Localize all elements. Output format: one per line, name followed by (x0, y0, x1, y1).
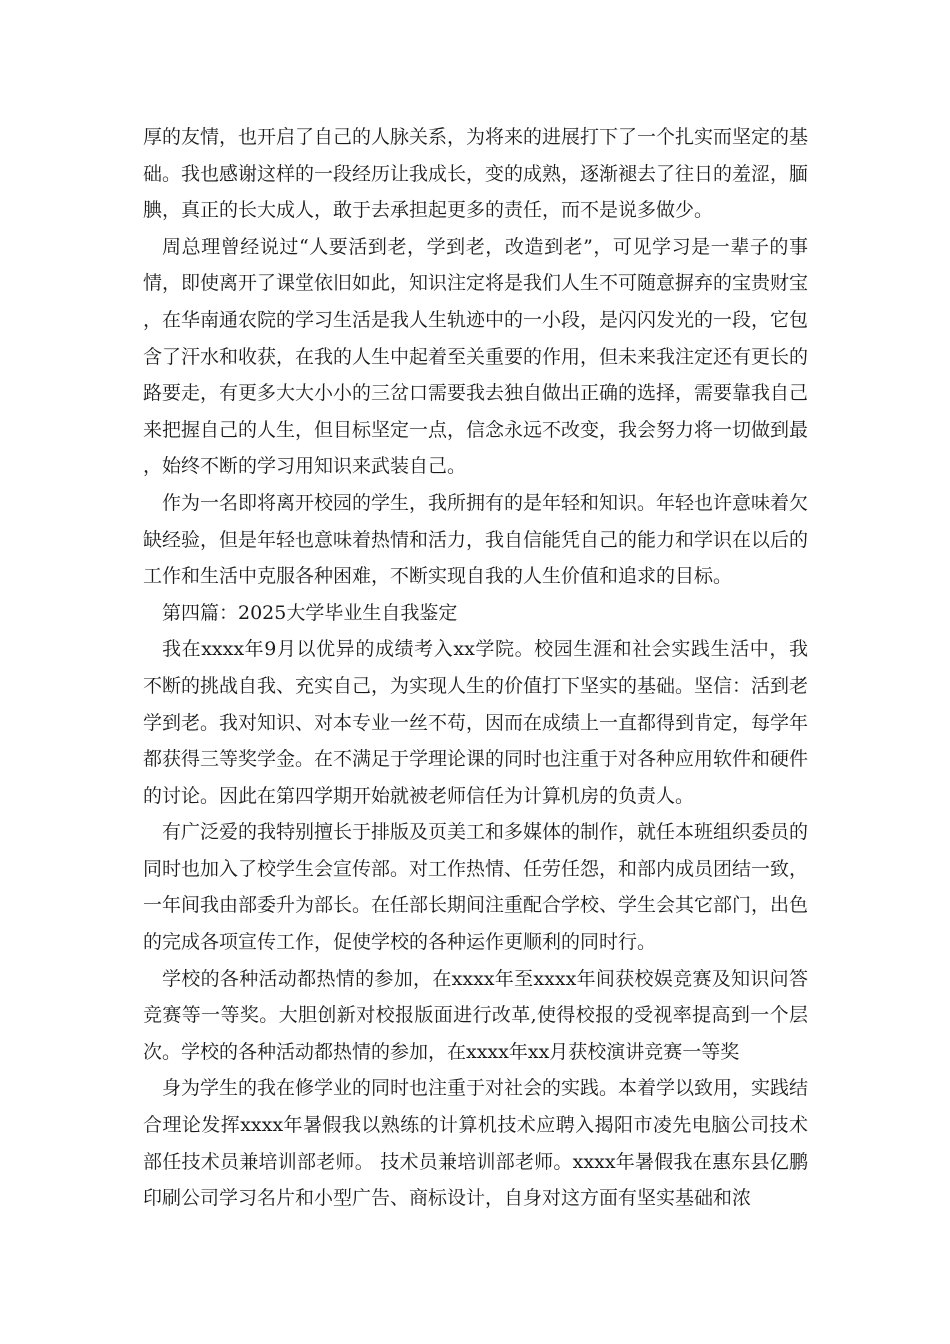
paragraph-3: 作为一名即将离开校园的学生，我所拥有的是年轻和知识。年轻也许意味着欠缺经验，但是年轻也意味着热情和活力，我自信能凭自己的能力和学识在以后的工作和生活中克服各种困难，不断实现自我的人生价值和追求的目标。 (143, 491, 809, 588)
paragraph-7: 身为学生的我在修学业的同时也注重于对社会的实践。本着学以致用，实践结合理论发挥xxxx年暑假我以熟练的计算机技术应聘入揭阳市凌先电脑公司技术部任技术员兼培训部老师。 技术员兼培训部老师。xxxx年暑假我在惠东县亿鹏印刷公司学习名片和小型广告、商标设计，自身对这方面有坚实基础和浓 (143, 1077, 809, 1210)
paragraph-1: 厚的友情，也开启了自己的人脉关系，为将来的进展打下了一个扎实而坚定的基础。我也感谢这样的一段经历让我成长，变的成熟，逐渐褪去了往日的羞涩，腼腆，真正的长大成人，敢于去承担起更多的责任，而不是说多做少。 (143, 126, 809, 222)
document-body (143, 119, 808, 1217)
paragraph-2: 周总理曾经说过“人要活到老，学到老，改造到老”，可见学习是一辈子的事情，即使离开了课堂依旧如此，知识注定将是我们人生不可随意摒弃的宝贵财宝，在华南通农院的学习生活是我人生轨迹中的一小段，是闪闪发光的一段，它包含了汗水和收获，在我的人生中起着至关重要的作用，但未来我注定还有更长的路要走，有更多大大小小的三岔口需要我去独自做出正确的选择，需要靠我自己来把握自己的人生，但目标坚定一点，信念永远不改变，我会努力将一切做到最，始终不断的学习用知识来武装自己。 (143, 235, 809, 478)
paragraph-6: 学校的各种活动都热情的参加，在xxxx年至xxxx年间获校娱竞赛及知识问答竞赛等一等奖。大胆创新对校报版面进行改革,使得校报的受视率提高到一个层次。学校的各种活动都热情的参加，在xxxx年xx月获校演讲竞赛一等奖 (143, 967, 808, 1063)
section-heading: 第四篇：2025大学毕业生自我鉴定 (162, 601, 458, 624)
paragraph-5: 有广泛爱的我特别擅长于排版及页美工和多媒体的制作，就任本班组织委员的同时也加入了校学生会宣传部。对工作热情、任劳任怨，和部内成员团结一致，一年间我由部委升为部长。在任部长期间注重配合学校、学生会其它部门，出色的完成各项宣传工作，促使学校的各种运作更顺利的同时行。 (143, 821, 809, 954)
paragraph-4: 我在xxxx年9月以优异的成绩考入xx学院。校园生涯和社会实践生活中，我不断的挑战自我、充实自己，为实现人生的价值打下坚实的基础。坚信：活到老学到老。我对知识、对本专业一丝不苟，因而在成绩上一直都得到肯定，每学年都获得三等奖学金。在不满足于学理论课的同时也注重于对各种应用软件和硬件的讨论。因此在第四学期开始就被老师信任为计算机房的负责人。 (143, 638, 809, 807)
